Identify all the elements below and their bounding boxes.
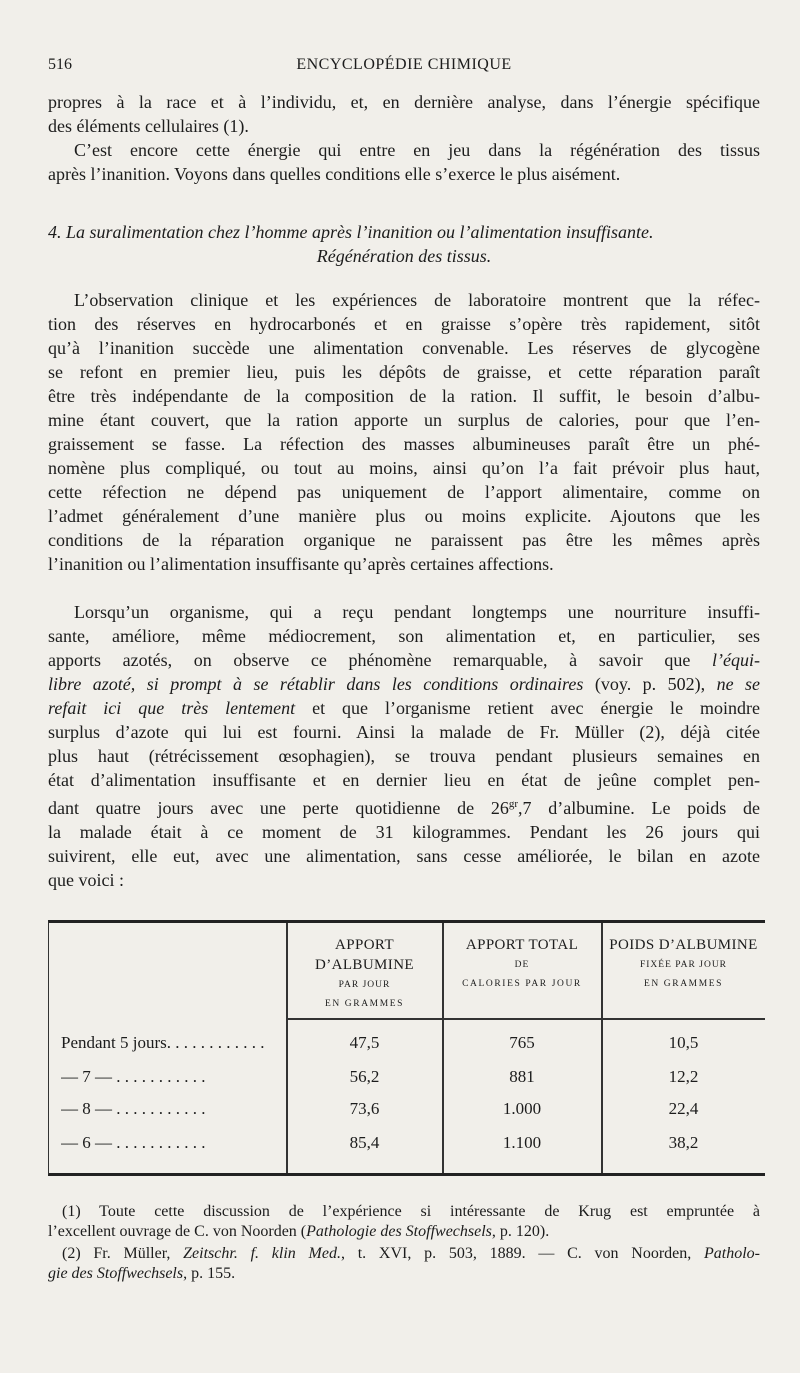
row-label: — 7 — . . . . . . . . . . . [61,1067,206,1086]
text-line: cette réfection ne dépend pas uniquement de l’apport alimentaire, comme on [48,482,760,502]
text-line [48,1222,760,1242]
section-heading [48,220,760,268]
text-line: surplus d’azote qui lui est fourni. Ainsi la malade de Fr. Müller (2), déjà citée [48,722,760,742]
paragraph-reserves [48,288,760,576]
text-run: , p. 120). [491,1223,550,1240]
column-header-calories [443,935,601,993]
text-line: L’observation clinique et les expériences de laboratoire montrent que la réfec- [74,290,760,310]
cell-fixee: 10,5 [668,1033,699,1052]
section-title-line: 4. La suralimentation chez l’homme après l’inanition ou l’alimentation insuffisante. [48,222,654,242]
text-line: après l’inanition. Voyons dans quelles conditions elle s’exerce le plus aisément. [48,164,621,184]
text-line: se refont en premier lieu, puis les dépôts de graisse, et cette réparation paraît [48,362,760,382]
column-header-title: APPORT TOTAL [465,937,579,953]
row-label: — 8 — . . . . . . . . . . . [61,1099,206,1118]
cell-calories: 1.000 [502,1099,542,1118]
column-header-sub: FIXÉE PAR JOUR [639,960,728,970]
column-header-fixee [602,935,765,993]
paragraph-equilibre [48,600,760,892]
text-line [48,696,760,720]
text-run: ,7 d’albumine. Le poids de [518,798,760,818]
paragraph-intro [48,90,760,186]
running-title: ENCYCLOPÉDIE CHIMIQUE [296,56,512,73]
cell-fixee: 12,2 [668,1067,699,1086]
row-label: Pendant 5 jours. . . . . . . . . . . . [61,1033,265,1052]
cell-albumine: 47,5 [349,1033,380,1052]
cell-calories: 881 [509,1067,535,1086]
text-line: que voici : [48,870,124,890]
cell-fixee: 22,4 [668,1099,699,1118]
text-line: (1) Toute cette discussion de l’expérience si intéressante de Krug est empruntée à [62,1203,760,1220]
text-line [48,648,760,672]
column-header-unit: EN GRAMMES [324,999,405,1009]
column-header-unit: EN GRAMMES [643,979,724,989]
text-line: état d’alimentation insuffisante et en dernier lieu en état de jeûne complet pen- [48,770,760,790]
text-line: plus haut (rétrécissement œsophagien), se trouva pendant plusieurs semaines en [48,746,760,766]
text-line: mine étant couvert, que la ration apporte un surplus de calories, pour que l’en- [48,410,760,430]
text-run: dant quatre jours avec une perte quotidienne de 26 [48,798,509,818]
text-line: la malade était à ce moment de 31 kilogrammes. Pendant les 26 jours qui [48,822,760,842]
text-run: et que l’organisme retient avec énergie le moindre [295,698,760,718]
cell-calories: 765 [509,1033,535,1052]
cell-albumine: 56,2 [349,1067,380,1086]
text-run: (2) Fr. Müller, [62,1245,184,1262]
text-run: l’excellent ouvrage de C. von Noorden ( [48,1223,307,1240]
text-line: l’inanition ou l’alimentation insuffisante qu’après certaines affections. [48,554,554,574]
column-header-sub: PAR JOUR [338,980,391,990]
nitrogen-balance-table [48,920,765,1176]
header-rule [286,1018,765,1020]
text-line [48,672,760,696]
italic-run: gie des Stoffwechsels [48,1265,184,1282]
italic-run: l’équi- [712,650,760,670]
column-header-title: POIDS D’ALBUMINE [609,937,758,953]
column-header-albumine [287,935,442,1013]
text-line: sante, améliore, même médiocrement, son alimentation et, en particulier, ses [48,626,760,646]
text-line: Lorsqu’un organisme, qui a reçu pendant longtemps une nourriture insuffi- [74,602,760,622]
cell-calories: 1.100 [502,1133,542,1152]
italic-run: Pathologie des Stoffwechsels [306,1223,492,1240]
text-line: des éléments cellulaires (1). [48,116,249,136]
footnote-1 [48,1202,760,1242]
text-line: être très indépendante de la composition de la ration. Il suffit, le besoin d’albu- [48,386,760,406]
row-label: — 6 — . . . . . . . . . . . [61,1133,206,1152]
text-line: tion des réserves en hydrocarbonés et en graisse s’opère très rapidement, sitôt [48,314,760,334]
text-line: l’admet généralement d’une manière plus ou moins explicite. Ajoutons que les [48,506,760,526]
text-line: propres à la race et à l’individu, et, en dernière analyse, dans l’énergie spécifique [48,92,760,112]
text-line: conditions de la réparation organique ne paraissent pas être les mêmes après [48,530,760,550]
italic-run: Patholo- [704,1245,760,1262]
cell-fixee: 38,2 [668,1133,699,1152]
section-subtitle-line: Régénération des tissus. [316,246,492,266]
superscript-unit: gr [508,798,519,810]
italic-run: ne se [716,674,760,694]
column-header-unit: CALORIES PAR JOUR [462,979,582,989]
text-line [48,792,760,820]
text-run: , t. XVI, p. 503, 1889. — C. von Noorden, [340,1245,704,1262]
text-line: C’est encore cette énergie qui entre en jeu dans la régénération des tissus [74,140,760,160]
text-line: suivirent, elle eut, avec une alimentation, sans cesse améliorée, le bilan en azote [48,846,760,866]
page-header [48,56,760,78]
text-line [48,1244,760,1264]
text-line: graissement se fasse. La réfection des masses albumineuses paraît être un phé- [48,434,760,454]
text-run: (voy. p. 502), [583,674,717,694]
cell-albumine: 85,4 [349,1133,380,1152]
italic-run: libre azoté, si prompt à se rétablir dans les conditions ordinaires [48,674,584,694]
page-number: 516 [48,56,72,73]
cell-albumine: 73,6 [349,1099,380,1118]
text-line: qu’à l’inanition succède une alimentation convenable. Les réserves de glycogène [48,338,760,358]
text-run: , p. 155. [183,1265,236,1282]
text-run: apports azotés, on observe ce phénomène remarquable, à savoir que [48,650,713,670]
text-line [48,1264,760,1284]
italic-run: Zeitschr. f. klin Med. [183,1245,341,1262]
column-header-title: APPORT D’ALBUMINE [315,937,414,973]
italic-run: refait ici que très lentement [48,698,296,718]
footnote-2 [48,1244,760,1284]
column-header-sub: DE [514,960,530,970]
text-line: nomène plus compliqué, ou tout au moins, ainsi qu’on l’a fait prévoir plus haut, [48,458,760,478]
